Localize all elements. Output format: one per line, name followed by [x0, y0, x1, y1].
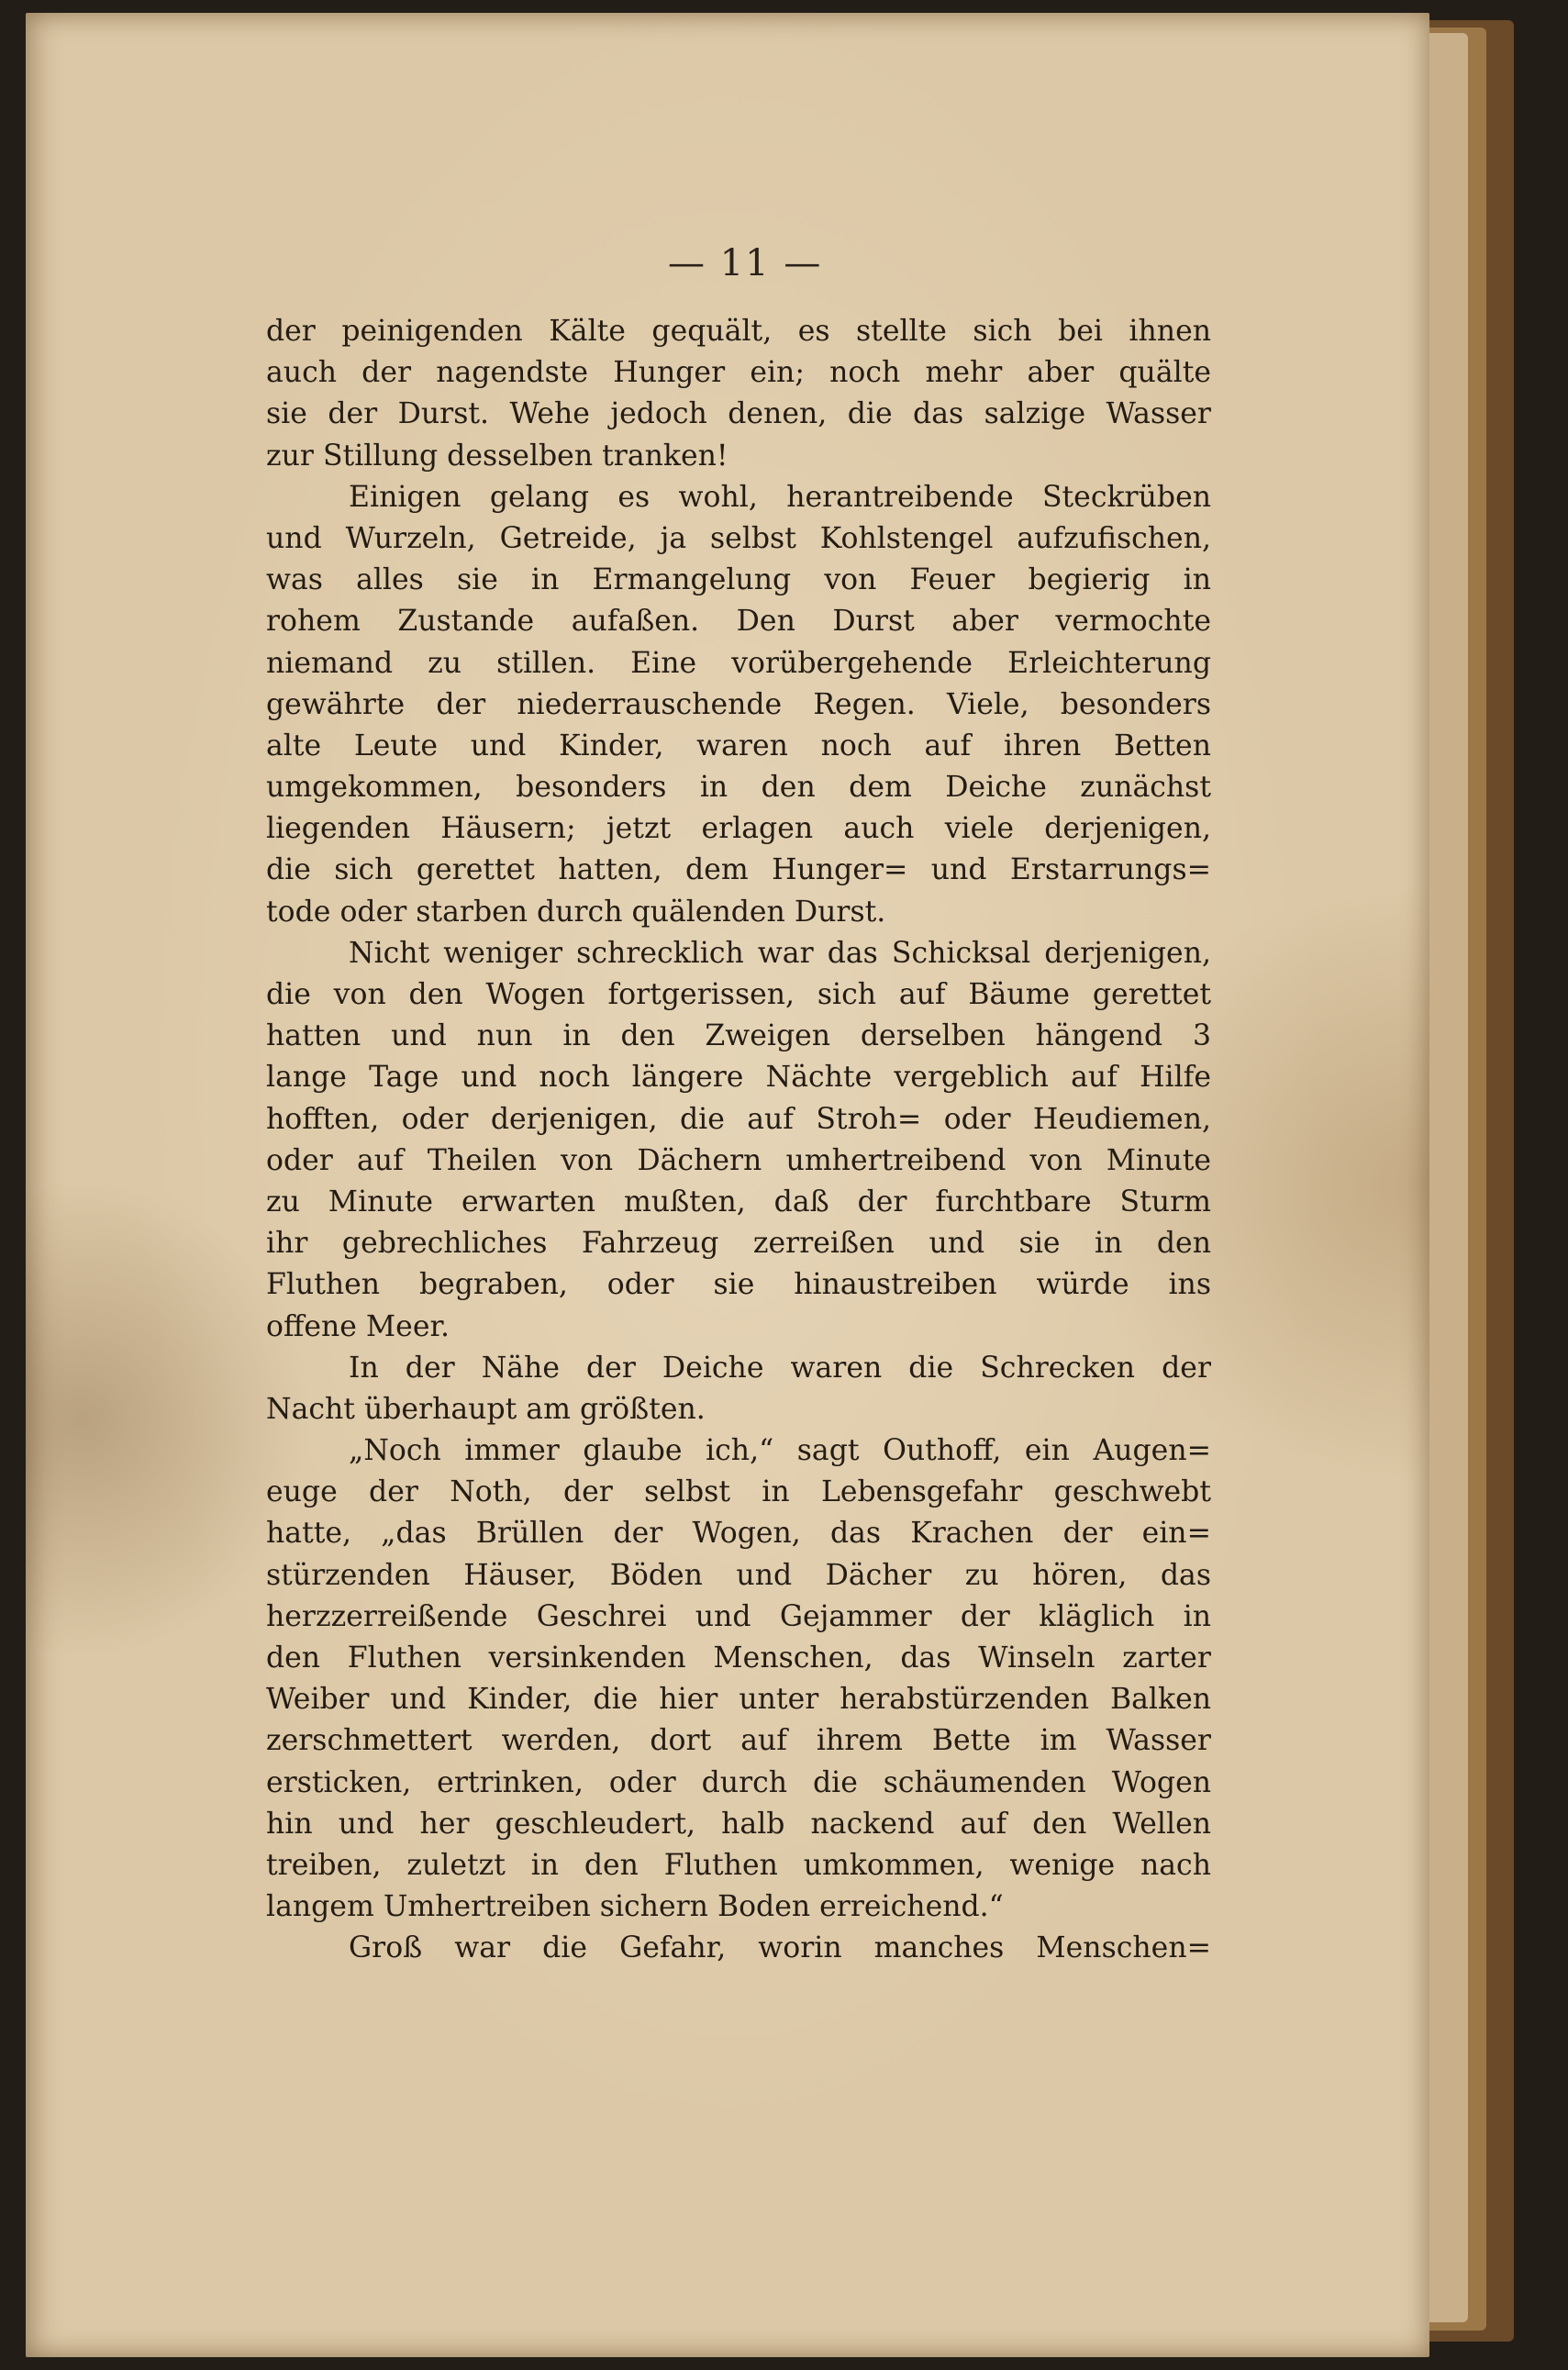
text-line: auch der nagendste Hunger ein; noch mehr aber quälte — [266, 356, 1211, 390]
text-line: „Noch immer glaube ich,“ sagt Outhoff, ein Augen= — [349, 1434, 1211, 1468]
text-line: die sich gerettet hatten, dem Hunger= und Erstarrungs= — [266, 853, 1211, 887]
book-page — [26, 13, 1429, 2357]
text-line: ihr gebrechliches Fahrzeug zerreißen und sie in den — [266, 1227, 1211, 1261]
text-line: Einigen gelang es wohl, herantreibende Steckrüben — [349, 480, 1211, 514]
text-line: Groß war die Gefahr, worin manches Menschen= — [349, 1931, 1211, 1965]
text-line: ersticken, ertrinken, oder durch die schäumenden Wogen — [266, 1765, 1211, 1799]
text-line: langem Umhertreiben sichern Boden erreichend.“ — [266, 1890, 1004, 1924]
text-line: hin und her geschleudert, halb nackend auf den Wellen — [266, 1807, 1211, 1841]
text-line: hofften, oder derjenigen, die auf Stroh= oder Heudiemen, — [266, 1102, 1211, 1136]
text-line: alte Leute und Kinder, waren noch auf ihren Betten — [266, 729, 1211, 762]
body-text — [266, 311, 1211, 1970]
text-line: den Fluthen versinkenden Menschen, das Winseln zarter — [266, 1641, 1211, 1675]
text-line: die von den Wogen fortgerissen, sich auf Bäume gerettet — [266, 978, 1211, 1011]
text-line: Weiber und Kinder, die hier unter herabstürzenden Balken — [266, 1683, 1211, 1717]
text-line: was alles sie in Ermangelung von Feuer begierig in — [266, 563, 1211, 597]
text-line: hatte, „das Brüllen der Wogen, das Krachen der ein= — [266, 1517, 1211, 1551]
text-line: zur Stillung desselben tranken! — [266, 439, 728, 473]
text-line: Fluthen begraben, oder sie hinaustreiben würde ins — [266, 1268, 1211, 1302]
text-line: der peinigenden Kälte gequält, es stellte sich bei ihnen — [266, 315, 1211, 348]
text-line: euge der Noth, der selbst in Lebensgefahr geschwebt — [266, 1475, 1211, 1509]
text-line: zu Minute erwarten mußten, daß der furchtbare Sturm — [266, 1185, 1211, 1218]
text-line: liegenden Häusern; jetzt erlagen auch viele derjenigen, — [266, 812, 1211, 846]
text-line: stürzenden Häuser, Böden und Dächer zu hören, das — [266, 1558, 1211, 1592]
text-line: lange Tage und noch längere Nächte vergeblich auf Hilfe — [266, 1061, 1211, 1095]
text-line: oder auf Theilen von Dächern umhertreibend von Minute — [266, 1143, 1211, 1177]
text-line: umgekommen, besonders in den dem Deiche zunächst — [266, 771, 1211, 805]
text-line: In der Nähe der Deiche waren die Schrecken der — [349, 1351, 1211, 1385]
text-line: Nicht weniger schrecklich war das Schicksal derjenigen, — [349, 936, 1211, 970]
text-line: treiben, zuletzt in den Fluthen umkommen, wenige nach — [266, 1848, 1211, 1882]
text-line: Nacht überhaupt am größten. — [266, 1392, 706, 1426]
text-line: offene Meer. — [266, 1309, 450, 1343]
text-line: sie der Durst. Wehe jedoch denen, die das salzige Wasser — [266, 397, 1211, 431]
text-line: rohem Zustande aufaßen. Den Durst aber vermochte — [266, 605, 1211, 639]
text-line: tode oder starben durch quälenden Durst. — [266, 895, 886, 929]
text-line: gewährte der niederrauschende Regen. Viele, besonders — [266, 687, 1211, 721]
text-line: zerschmettert werden, dort auf ihrem Bette im Wasser — [266, 1724, 1211, 1758]
text-line: und Wurzeln, Getreide, ja selbst Kohlstengel aufzufischen, — [266, 521, 1211, 555]
text-line: hatten und nun in den Zweigen derselben hängend 3 — [266, 1019, 1211, 1053]
text-line: herzzerreißende Geschrei und Gejammer der kläglich in — [266, 1599, 1211, 1633]
page-number: — 11 — — [668, 242, 823, 284]
text-line: niemand zu stillen. Eine vorübergehende Erleichterung — [266, 646, 1211, 680]
